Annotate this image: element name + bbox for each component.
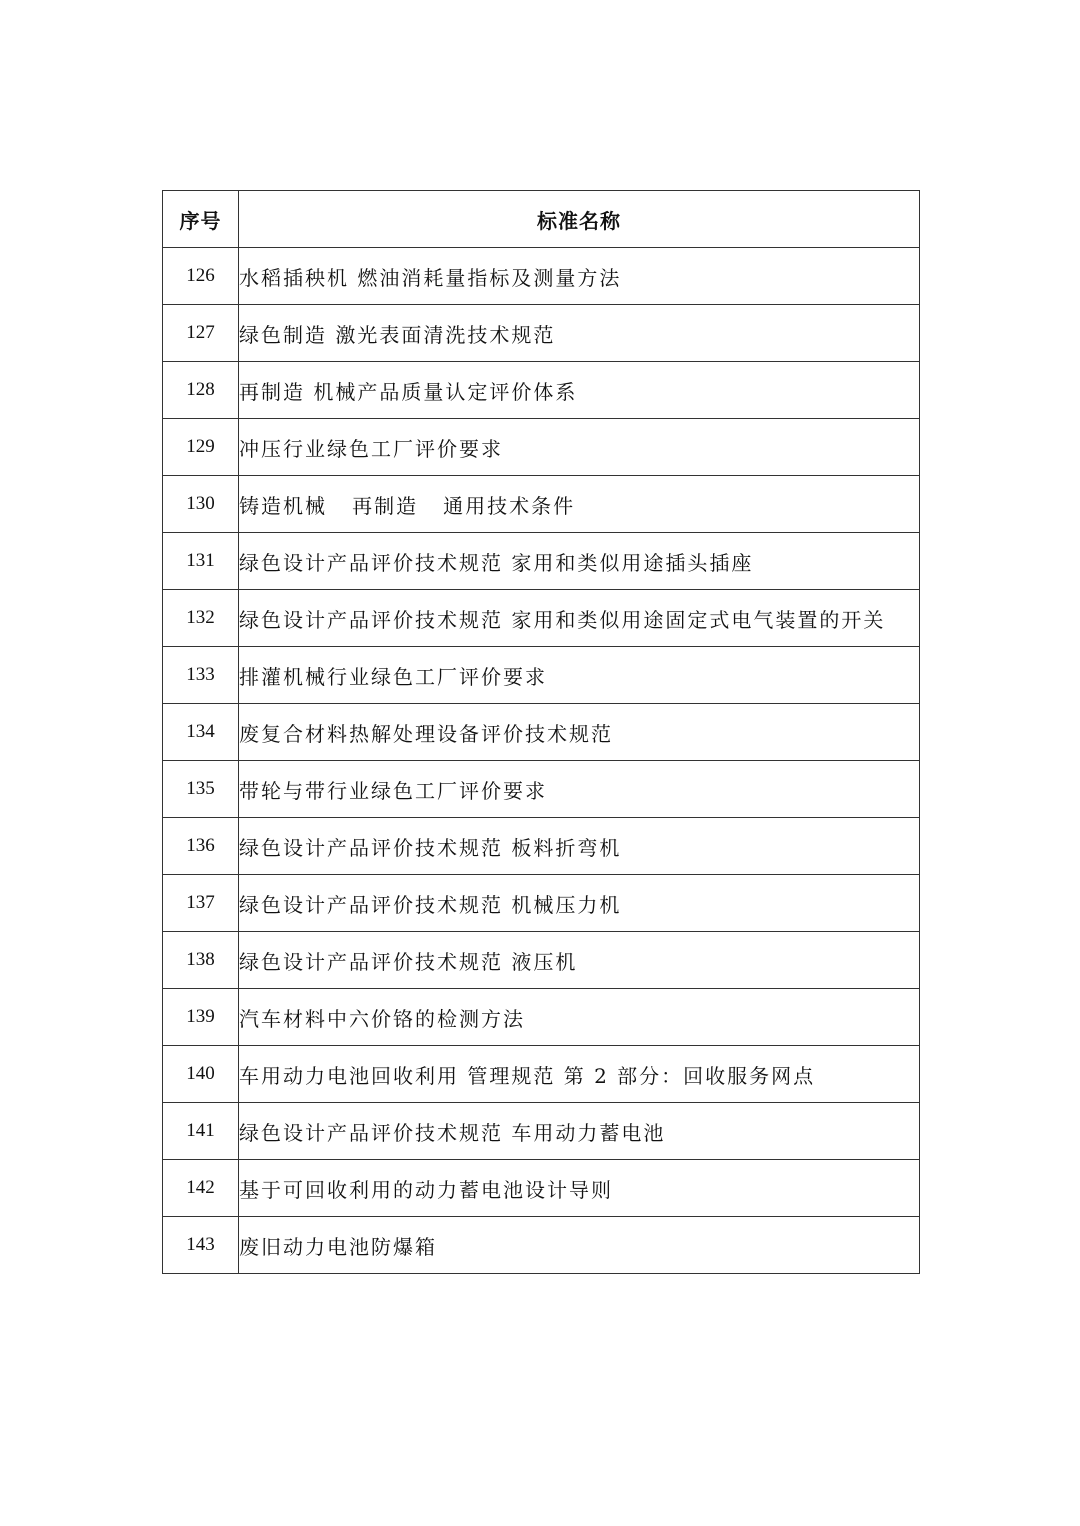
standard-name-cell: 绿色设计产品评价技术规范 家用和类似用途固定式电气装置的开关	[239, 590, 920, 647]
table-row	[163, 704, 920, 761]
serial-number-cell: 130	[163, 476, 239, 533]
standards-table	[162, 190, 920, 1274]
standard-name-cell: 带轮与带行业绿色工厂评价要求	[239, 761, 920, 818]
serial-number-cell: 131	[163, 533, 239, 590]
standard-name-cell: 汽车材料中六价铬的检测方法	[239, 989, 920, 1046]
serial-number-cell: 134	[163, 704, 239, 761]
serial-number-cell: 133	[163, 647, 239, 704]
table-row	[163, 533, 920, 590]
standard-name-cell: 绿色设计产品评价技术规范 家用和类似用途插头插座	[239, 533, 920, 590]
table-row	[163, 362, 920, 419]
standard-name-cell: 废旧动力电池防爆箱	[239, 1217, 920, 1274]
serial-number-cell: 132	[163, 590, 239, 647]
serial-number-cell: 129	[163, 419, 239, 476]
table-row	[163, 1103, 920, 1160]
serial-number-cell: 136	[163, 818, 239, 875]
standard-name-cell: 再制造 机械产品质量认定评价体系	[239, 362, 920, 419]
standard-name-cell: 绿色设计产品评价技术规范 车用动力蓄电池	[239, 1103, 920, 1160]
standard-name-cell: 绿色设计产品评价技术规范 液压机	[239, 932, 920, 989]
table-row	[163, 647, 920, 704]
table-header-row	[163, 191, 920, 248]
serial-number-cell: 140	[163, 1046, 239, 1103]
serial-number-cell: 126	[163, 248, 239, 305]
header-standard-name: 标准名称	[239, 191, 920, 248]
serial-number-cell: 142	[163, 1160, 239, 1217]
serial-number-cell: 127	[163, 305, 239, 362]
standard-name-cell: 铸造机械 再制造 通用技术条件	[239, 476, 920, 533]
table-row	[163, 1046, 920, 1103]
standard-name-cell: 车用动力电池回收利用 管理规范 第 2 部分：回收服务网点	[239, 1046, 920, 1103]
table-row	[163, 932, 920, 989]
serial-number-cell: 139	[163, 989, 239, 1046]
table-row	[163, 1217, 920, 1274]
standard-name-cell: 冲压行业绿色工厂评价要求	[239, 419, 920, 476]
serial-number-cell: 138	[163, 932, 239, 989]
table-row	[163, 305, 920, 362]
table-row	[163, 590, 920, 647]
table-row	[163, 419, 920, 476]
serial-number-cell: 143	[163, 1217, 239, 1274]
standard-name-cell: 废复合材料热解处理设备评价技术规范	[239, 704, 920, 761]
serial-number-cell: 128	[163, 362, 239, 419]
serial-number-cell: 137	[163, 875, 239, 932]
table-body	[163, 248, 920, 1274]
table-row	[163, 1160, 920, 1217]
table-row	[163, 989, 920, 1046]
table-row	[163, 248, 920, 305]
standard-name-cell: 绿色设计产品评价技术规范 机械压力机	[239, 875, 920, 932]
standard-name-cell: 绿色设计产品评价技术规范 板料折弯机	[239, 818, 920, 875]
serial-number-cell: 141	[163, 1103, 239, 1160]
header-serial-number: 序号	[163, 191, 239, 248]
table-row	[163, 875, 920, 932]
standard-name-cell: 水稻插秧机 燃油消耗量指标及测量方法	[239, 248, 920, 305]
standard-name-cell: 绿色制造 激光表面清洗技术规范	[239, 305, 920, 362]
table-row	[163, 818, 920, 875]
serial-number-cell: 135	[163, 761, 239, 818]
standard-name-cell: 基于可回收利用的动力蓄电池设计导则	[239, 1160, 920, 1217]
table-row	[163, 476, 920, 533]
table-row	[163, 761, 920, 818]
standard-name-cell: 排灌机械行业绿色工厂评价要求	[239, 647, 920, 704]
